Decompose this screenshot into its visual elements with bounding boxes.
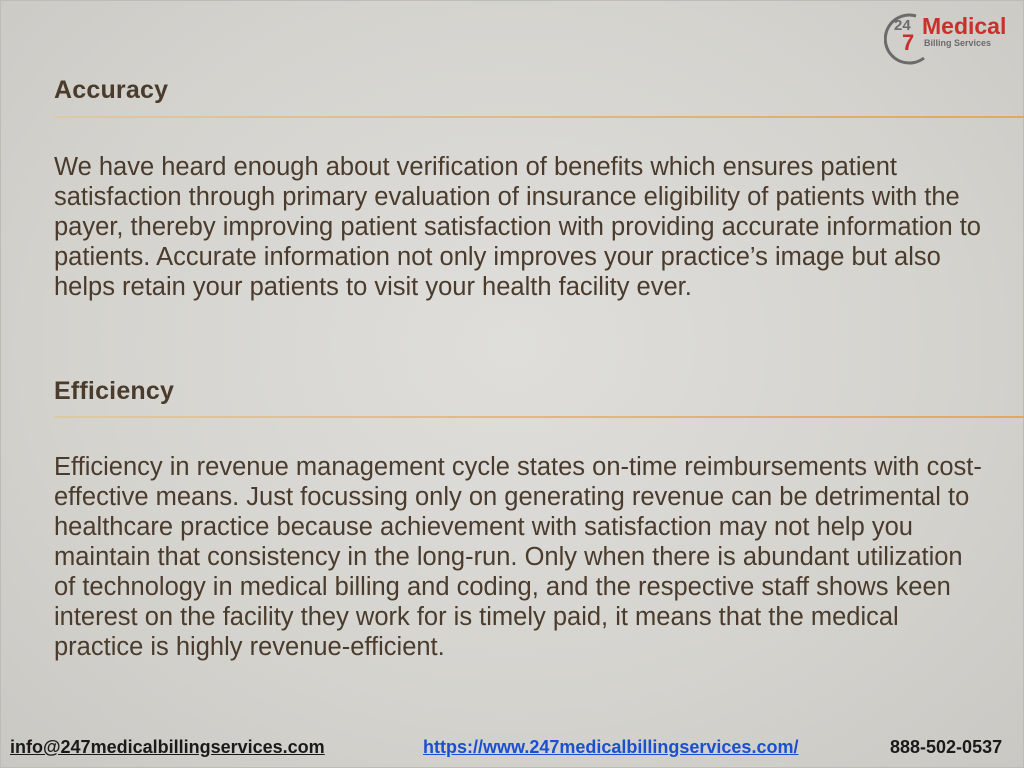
logo-number: 24 — [894, 17, 911, 34]
logo-brand-sub: Billing Services — [924, 38, 992, 48]
section-heading-accuracy: Accuracy — [54, 76, 169, 104]
section-heading-efficiency: Efficiency — [54, 377, 175, 405]
section-body-efficiency: Efficiency in revenue management cycle states on-time reimbursements with cost-effective means. Just focussing only on generating revenue can be detrimental to healthcare practice because achievement with satisfaction may not help you maintain that consistency in the long-run. Only when there is abundant utilization of technology in medical billing and coding, and the respective staff shows keen interest on the facility they work for is timely paid, it means that the medical practice is highly revenue-efficient. — [54, 453, 982, 661]
footer-website-link[interactable]: https://www.247medicalbillingservices.com/ — [423, 737, 799, 757]
section-body-accuracy: We have heard enough about verification of benefits which ensures patient satisfaction through primary evaluation of insurance eligibility of patients with the payer, thereby improving patient satisfaction with providing accurate information to patients. Accurate information not only improves your practice’s image but also helps retain your patients to visit your health facility ever. — [54, 153, 981, 301]
footer-email-link[interactable]: info@247medicalbillingservices.com — [10, 737, 325, 757]
footer-phone: 888-502-0537 — [890, 737, 1003, 757]
divider-accuracy — [54, 116, 1024, 118]
logo-graphic — [884, 8, 1014, 68]
company-logo — [884, 8, 1014, 68]
divider-efficiency — [54, 416, 1024, 418]
logo-digit: 7 — [902, 30, 915, 55]
logo-brand-word: Medical — [922, 13, 1007, 39]
